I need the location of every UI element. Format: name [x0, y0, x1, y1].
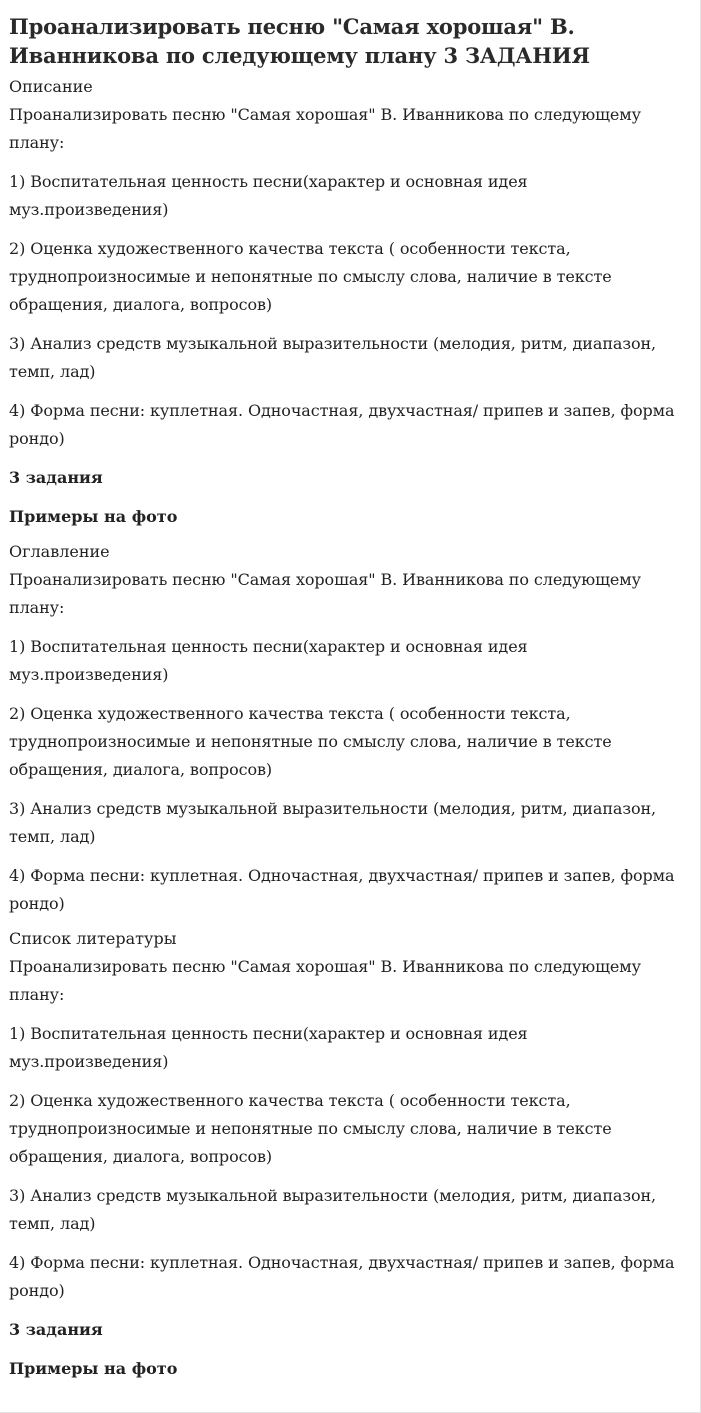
plan-item: 3) Анализ средств музыкальной выразительности (мелодия, ритм, диапазон, темп, лад) — [9, 334, 657, 381]
section-label: Оглавление — [9, 542, 110, 561]
section-label: Список литературы — [9, 929, 177, 948]
photo-examples-line: Примеры на фото — [9, 1359, 178, 1378]
plan-item: 4) Форма песни: куплетная. Одночастная, двухчастная/ припев и запев, форма рондо) — [9, 1253, 675, 1300]
plan-item: 1) Воспитательная ценность песни(характер и основная идея муз.произведения) — [9, 1024, 528, 1071]
photo-examples-line: Примеры на фото — [9, 507, 178, 526]
tasks-count-line: 3 задания — [9, 468, 103, 487]
section-bibliography — [9, 929, 686, 1383]
plan-item: 1) Воспитательная ценность песни(характер и основная идея муз.произведения) — [9, 172, 528, 219]
plan-item: 3) Анализ средств музыкальной выразительности (мелодия, ритм, диапазон, темп, лад) — [9, 799, 657, 846]
section-intro: Проанализировать песню "Самая хорошая" В. Иванникова по следующему плану: — [9, 105, 641, 152]
section-intro: Проанализировать песню "Самая хорошая" В. Иванникова по следующему плану: — [9, 570, 641, 617]
plan-item: 1) Воспитательная ценность песни(характер и основная идея муз.произведения) — [9, 637, 528, 684]
section-label: Описание — [9, 77, 93, 96]
section-intro: Проанализировать песню "Самая хорошая" В. Иванникова по следующему плану: — [9, 957, 641, 1004]
plan-item: 3) Анализ средств музыкальной выразительности (мелодия, ритм, диапазон, темп, лад) — [9, 1186, 657, 1233]
tasks-count-line: 3 задания — [9, 1320, 103, 1339]
plan-item: 2) Оценка художественного качества текста ( особенности текста, труднопроизносимые и непонятные по смыслу слова, наличие в тексте обращения, диалога, вопросов) — [9, 239, 612, 314]
plan-item: 2) Оценка художественного качества текста ( особенности текста, труднопроизносимые и непонятные по смыслу слова, наличие в тексте обращения, диалога, вопросов) — [9, 704, 612, 779]
plan-item: 4) Форма песни: куплетная. Одночастная, двухчастная/ припев и запев, форма рондо) — [9, 866, 675, 913]
plan-item: 4) Форма песни: куплетная. Одночастная, двухчастная/ припев и запев, форма рондо) — [9, 401, 675, 448]
plan-item: 2) Оценка художественного качества текста ( особенности текста, труднопроизносимые и непонятные по смыслу слова, наличие в тексте обращения, диалога, вопросов) — [9, 1091, 612, 1166]
section-contents — [9, 542, 686, 918]
section-description — [9, 77, 686, 531]
page-title: Проанализировать песню "Самая хорошая" В. Иванникова по следующему плану 3 ЗАДАНИЯ — [9, 14, 590, 68]
